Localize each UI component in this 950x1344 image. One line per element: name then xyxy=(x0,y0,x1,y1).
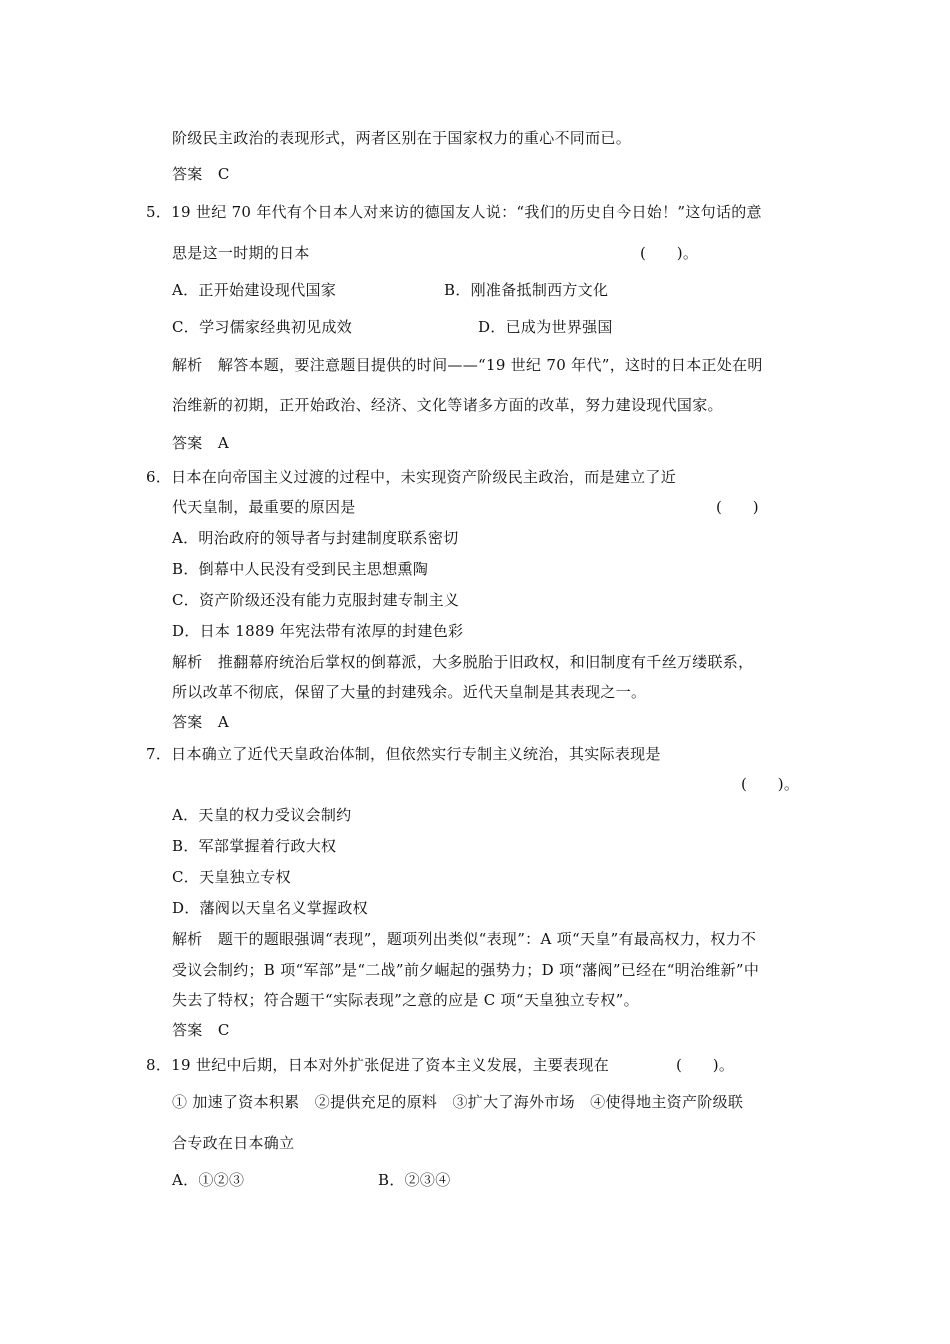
answer-line: 答案 A xyxy=(172,713,230,731)
analysis-line: 解析 推翻幕府统治后掌权的倒幕派，大多脱胎于旧政权，和旧制度有千丝万缕联系， xyxy=(172,653,754,671)
question-7-stem: 7．日本确立了近代天皇政治体制，但依然实行专制主义统治，其实际表现是 xyxy=(146,745,661,763)
question-8-stem: 8．19 世纪中后期，日本对外扩张促进了资本主义发展，主要表现在 xyxy=(146,1056,610,1074)
question-6-stem: 6．日本在向帝国主义过渡的过程中，未实现资产阶级民主政治，而是建立了近 xyxy=(146,468,677,486)
analysis-line: 受议会制约；B 项“军部”是“二战”前夕崛起的强势力；D 项“藩阀”已经在“明治维新”中 xyxy=(172,961,760,979)
option-b: B．倒幕中人民没有受到民主思想熏陶 xyxy=(172,560,429,578)
answer-line: 答案 C xyxy=(172,165,230,183)
option-a: A．明治政府的领导者与封建制度联系密切 xyxy=(172,529,459,547)
option-c: C．学习儒家经典初见成效 xyxy=(172,318,353,336)
answer-blank: ( )。 xyxy=(676,1056,735,1074)
text-line: 阶级民主政治的表现形式，两者区别在于国家权力的重心不同而已。 xyxy=(172,129,632,147)
question-5-stem: 5．19 世纪 70 年代有个日本人对来访的德国友人说：“我们的历史自今日始！”这句话的意 xyxy=(146,203,762,221)
analysis-line: 所以改革不彻底，保留了大量的封建残余。近代天皇制是其表现之一。 xyxy=(172,683,647,701)
question-5-stem-cont: 思是这一时期的日本 xyxy=(172,244,310,262)
question-6-stem-cont: 代天皇制，最重要的原因是 xyxy=(172,498,356,516)
analysis-line: 解析 解答本题，要注意题目提供的时间——“19 世纪 70 年代”，这时的日本正处在明 xyxy=(172,356,763,374)
option-c: C．天皇独立专权 xyxy=(172,868,291,886)
option-b: B．军部掌握着行政大权 xyxy=(172,837,337,855)
analysis-line: 失去了特权；符合题干“实际表现”之意的应是 C 项“天皇独立专权”。 xyxy=(172,991,639,1009)
statement-list-cont: 合专政在日本确立 xyxy=(172,1134,295,1152)
answer-blank: ( ) xyxy=(716,498,759,516)
answer-line: 答案 C xyxy=(172,1021,230,1039)
option-b: B．刚准备抵制西方文化 xyxy=(444,281,609,299)
option-d: D．日本 1889 年宪法带有浓厚的封建色彩 xyxy=(172,622,464,640)
option-d: D．已成为世界强国 xyxy=(478,318,613,336)
answer-blank: ( )。 xyxy=(640,244,699,262)
answer-line: 答案 A xyxy=(172,434,230,452)
statement-list: ① 加速了资本积累 ②提供充足的原料 ③扩大了海外市场 ④使得地主资产阶级联 xyxy=(172,1093,744,1111)
option-d: D．藩阀以天皇名义掌握政权 xyxy=(172,899,368,917)
option-a: A．①②③ xyxy=(172,1171,245,1189)
analysis-line: 治维新的初期，正开始政治、经济、文化等诸多方面的改革，努力建设现代国家。 xyxy=(172,396,723,414)
option-b: B．②③④ xyxy=(378,1171,451,1189)
option-c: C．资产阶级还没有能力克服封建专制主义 xyxy=(172,591,460,609)
analysis-line: 解析 题干的题眼强调“表现”，题项列出类似“表现”：A 项“天皇”有最高权力，权力不 xyxy=(172,930,757,948)
answer-blank: ( )。 xyxy=(741,775,800,793)
option-a: A．正开始建设现代国家 xyxy=(172,281,337,299)
option-a: A．天皇的权力受议会制约 xyxy=(172,806,352,824)
